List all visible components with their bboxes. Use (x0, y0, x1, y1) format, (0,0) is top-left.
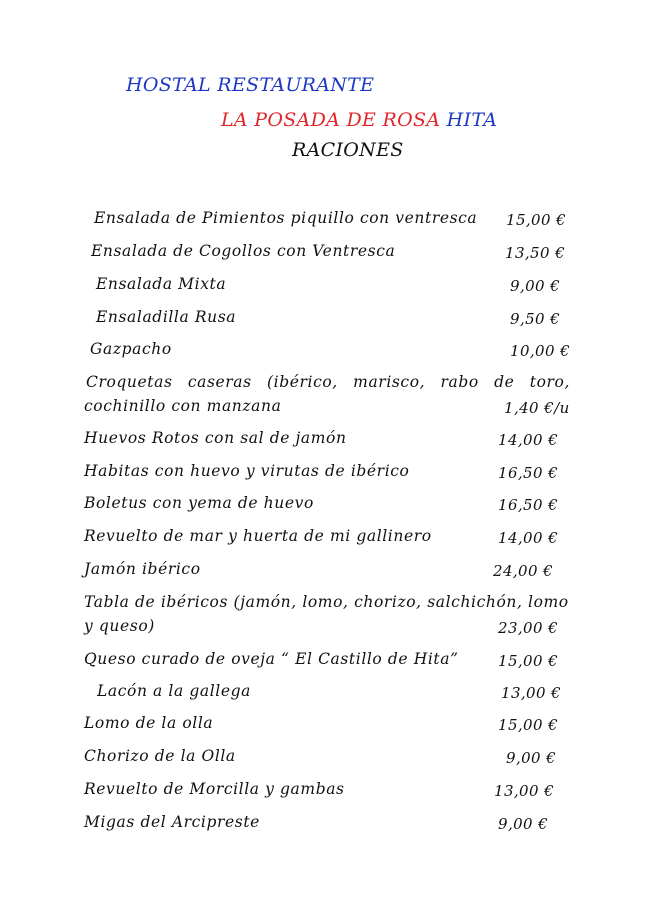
menu-item-word: (ibérico, (267, 373, 338, 391)
menu-item-price: 13,00 € (501, 684, 562, 702)
menu-item-name: Revuelto de Morcilla y gambas (84, 780, 345, 798)
menu-item-price: 9,00 € (506, 749, 557, 767)
menu-item-name: Lomo de la olla (84, 714, 214, 732)
menu-item-name-line2: cochinillo con manzana (84, 397, 282, 415)
restaurant-name-accent: HITA (446, 109, 498, 131)
menu-item-name: Lacón a la gallega (97, 682, 251, 700)
menu-item-name: Migas del Arcipreste (84, 813, 260, 831)
menu-item-price: 9,50 € (510, 310, 561, 328)
menu-item-word: toro, (529, 373, 570, 391)
menu-item-price: 9,00 € (498, 815, 549, 833)
menu-item-name: Ensalada Mixta (96, 275, 227, 293)
menu-item-price: 15,00 € (506, 211, 567, 229)
menu-item-word: rabo (440, 373, 479, 391)
menu-item-price: 9,00 € (510, 277, 561, 295)
menu-item-price: 15,00 € (498, 652, 559, 670)
menu-item-name: Ensalada de Pimientos piquillo con ventresca (94, 209, 478, 227)
restaurant-type-heading: HOSTAL RESTAURANTE (126, 74, 375, 96)
menu-item-word: marisco, (353, 373, 426, 391)
menu-item-price: 13,00 € (494, 782, 555, 800)
menu-item-price: 10,00 € (510, 342, 571, 360)
menu-item-name: Jamón ibérico (84, 560, 201, 578)
menu-item-name: Queso curado de oveja “ El Castillo de Hita” (84, 650, 459, 668)
menu-item-price: 15,00 € (498, 716, 559, 734)
menu-item-name-line1 (86, 373, 570, 391)
menu-item-name: Revuelto de mar y huerta de mi gallinero (84, 527, 432, 545)
menu-item-price: 1,40 €/u (504, 399, 570, 417)
menu-item-name: Habitas con huevo y virutas de ibérico (84, 462, 410, 480)
menu-item-price: 16,50 € (498, 496, 559, 514)
menu-item-word: Croquetas (86, 373, 173, 391)
section-title: RACIONES (292, 139, 404, 161)
menu-item-price: 13,50 € (505, 244, 566, 262)
menu-item-name-line1: Tabla de ibéricos (jamón, lomo, chorizo, salchichón, lomo (84, 593, 569, 611)
menu-item-price: 14,00 € (498, 431, 559, 449)
menu-item-name-line2: y queso) (84, 617, 155, 635)
menu-item-name: Ensaladilla Rusa (96, 308, 237, 326)
menu-item-price: 24,00 € (493, 562, 554, 580)
menu-item-name: Ensalada de Cogollos con Ventresca (91, 242, 396, 260)
menu-item-word: caseras (187, 373, 252, 391)
menu-item-name: Chorizo de la Olla (84, 747, 236, 765)
menu-item-price: 14,00 € (498, 529, 559, 547)
menu-item-name: Gazpacho (90, 340, 172, 358)
menu-item-price: 23,00 € (498, 619, 559, 637)
menu-item-name: Huevos Rotos con sal de jamón (84, 429, 347, 447)
menu-item-price: 16,50 € (498, 464, 559, 482)
restaurant-name-main: LA POSADA DE ROSA (221, 109, 447, 131)
menu-item-word: de (494, 373, 515, 391)
menu-item-name: Boletus con yema de huevo (84, 494, 314, 512)
